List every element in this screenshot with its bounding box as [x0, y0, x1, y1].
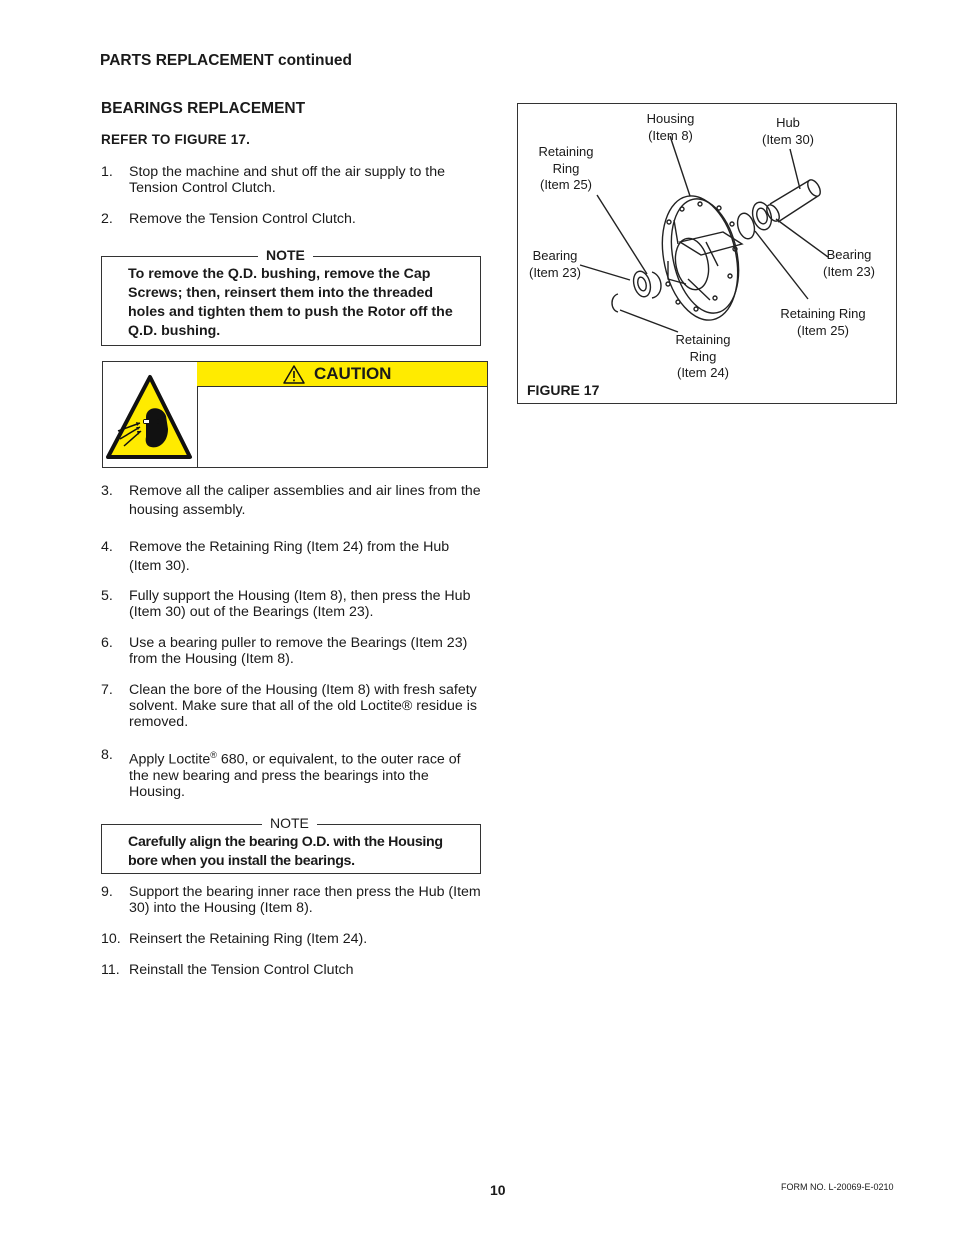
step-1: 1. Stop the machine and shut off the air supply to the Tension Control Clutch. — [101, 164, 446, 196]
form-number: FORM NO. L-20069-E-0210 — [781, 1182, 894, 1192]
page-number: 10 — [490, 1182, 506, 1198]
label-bearing-right: Bearing (Item 23) — [822, 247, 875, 279]
step-9: 9. Support the bearing inner race then press the Hub (Item 30) into the Housing (Item 8). — [101, 884, 481, 916]
step-2: 2. Remove the Tension Control Clutch. — [101, 211, 356, 227]
figure-17 — [517, 103, 897, 404]
label-retaining-ring-25-left: Retaining Ring (Item 25) — [538, 144, 594, 192]
step-3: 3. Remove all the caliper assemblies and air lines from the housing assembly. — [101, 483, 481, 518]
label-housing: Housing (Item 8) — [646, 111, 695, 143]
caution-header — [197, 362, 487, 387]
caution-label: CAUTION — [314, 364, 392, 383]
step-6: 6. Use a bearing puller to remove the Bearings (Item 23) from the Housing (Item 8). — [101, 635, 468, 667]
step-10: 10. Reinsert the Retaining Ring (Item 24). — [101, 931, 368, 947]
step-7: 7. Clean the bore of the Housing (Item 8) with fresh safety solvent. Make sure that all of the old Loctite® residue is removed. — [101, 682, 477, 730]
step-4: 4. Remove the Retaining Ring (Item 24) from the Hub (Item 30). — [101, 539, 450, 574]
refer-figure: REFER TO FIGURE 17. — [101, 132, 251, 147]
caution-symbol-cell — [102, 361, 198, 468]
label-bearing-left: Bearing (Item 23) — [528, 248, 581, 280]
label-retaining-ring-25-right: Retaining Ring (Item 25) — [780, 306, 866, 338]
label-hub: Hub (Item 30) — [761, 115, 814, 147]
note-text: To remove the Q.D. bushing, remove the Cap Screws; then, reinsert them into the threaded holes and tighten them to push the Rotor off the Q.D. bushing. — [128, 266, 453, 339]
note-label: NOTE — [258, 247, 313, 263]
step-11: 11. Reinstall the Tension Control Clutch — [101, 962, 354, 978]
step-5: 5. Fully support the Housing (Item 8), then press the Hub (Item 30) out of the Bearings (Item 23). — [101, 588, 471, 620]
eye-protection-icon — [102, 361, 196, 466]
warning-triangle-icon — [283, 365, 305, 384]
page-header: PARTS REPLACEMENT continued — [100, 52, 353, 69]
note-text: Carefully align the bearing O.D. with the Housing bore when you install the bearings. — [128, 834, 443, 869]
label-retaining-ring-24: Retaining Ring (Item 24) — [675, 332, 731, 380]
note-label: NOTE — [262, 815, 317, 831]
section-title: BEARINGS REPLACEMENT — [101, 100, 306, 117]
figure-caption: FIGURE 17 — [527, 382, 600, 398]
step-8: 8. Apply Loctite® 680, or equivalent, to the outer race of the new bearing and press the bearings into the Housing. — [101, 747, 461, 800]
